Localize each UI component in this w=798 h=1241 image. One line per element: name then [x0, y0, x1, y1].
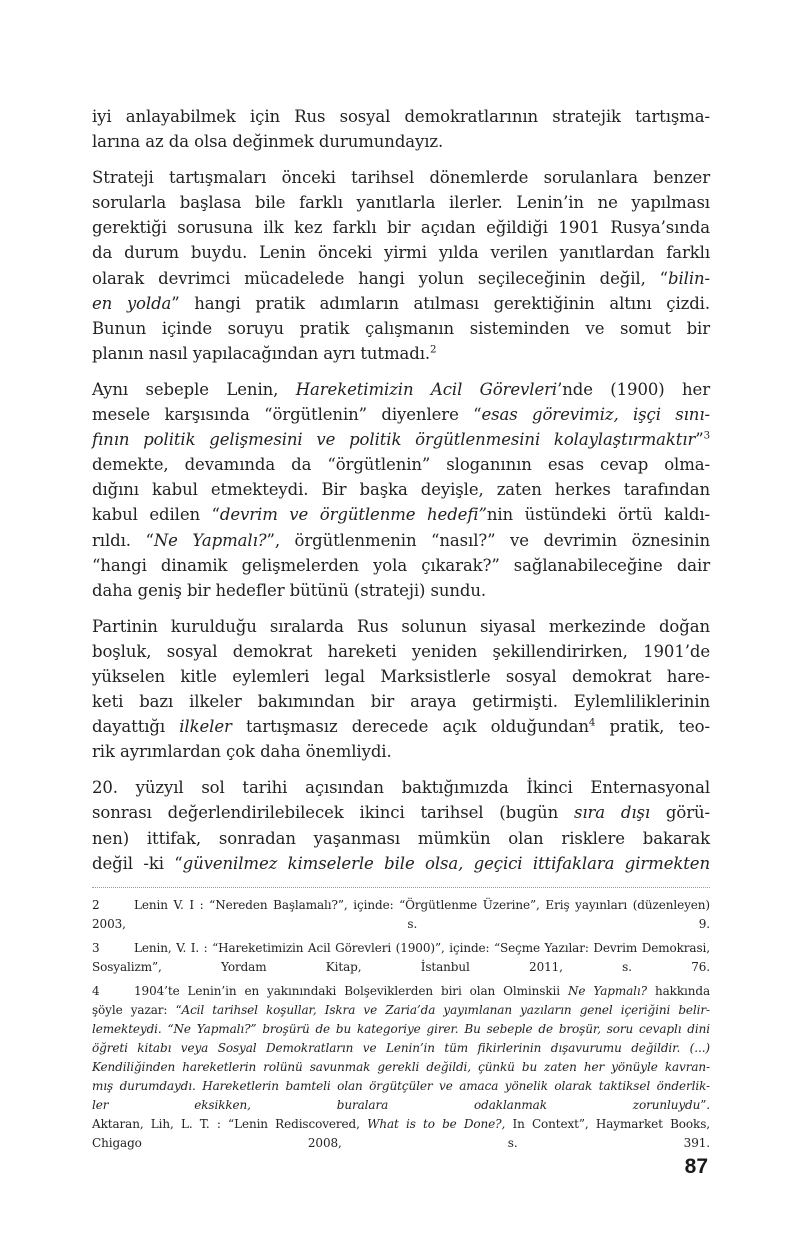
footnote-2: 2 Lenin V. I : “Nereden Başlamalı?”, içinde: “Örgütlenme Üzerine”, Eriş yayınları (düzenleyen) 2003, s. 9. — [92, 897, 710, 931]
paragraph-5: 20. yüzyıl sol tarihi açısından baktığımızda İkinci Enternasyonal sonrası değerlendirilebilecek ikinci tarihsel (bugün sıra dışı görü- nen) ittifak, sonradan yaşanması mümkün olan risklere bakarak değil -ki “güvenilmez kimselerle bile olsa, geçici ittifaklara girmekten — [92, 778, 710, 873]
body-text — [92, 104, 710, 876]
paragraph-3: Aynı sebeple Lenin, Hareketimizin Acil Görevleri’nde (1900) her mesele karşısında “örgütlenin” diyenlere “esas görevimiz, işçi sını- fının politik gelişmesini ve politik örgütlenmesini kolaylaştırmaktır”$^3$ demekte, devamında da “örgütlenin” sloganının esas cevap olma- dığını kabul etmekteydi. Bir başka deyişle, zaten herkes tarafından kabul edilen “devrim ve örgütlenme hedefi”nin üstündeki örtü kaldı- rıldı. “Ne Yapmalı?”, örgütlenmenin “nasıl?” ve devrimin öznesinin “hangi dinamik gelişmelerden yola çıkarak?” sağlanabileceğine dair daha geniş bir hedefler bütünü (strateji) sundu. — [92, 379, 710, 600]
page-number: 87 — [684, 1155, 708, 1178]
paragraph-2: Strateji tartışmaları önceki tarihsel dönemlerde sorulanlara benzer sorularla başlasa bile farklı yanıtlarla ilerler. Lenin’in ne yapılması gerektiği sorusuna ilk kez farklı bir açıdan eğildiği 1901 Rusya’sında da durum buydu. Lenin önceki yirmi yılda verilen yanıtlardan farklı olarak devrimci mücadelede hangi yolun seçileceğinin değil, “bilin- en yolda” hangi pratik adımların atılması gerektiğinin altını çizdi. Bunun içinde soruyu pratik çalışmanın sisteminden ve somut bir planın nasıl yapılacağından ayrı tutmadı.$^2$ — [92, 168, 710, 363]
text-block — [92, 104, 710, 1158]
footnote-separator — [92, 887, 710, 888]
paragraph-4: Partinin kurulduğu sıralarda Rus solunun siyasal merkezinde doğan boşluk, sosyal demokrat hareketi yeniden şekillendirirken, 1901’de yükselen kitle eylemleri legal Marksistlerle sosyal demokrat hare- keti bazı ilkeler bakımından bir araya getirmişti. Eylemliliklerinin dayattığı ilkeler tartışmasız derecede açık olduğundan$^4$ pratik, teo- rik ayrımlardan çok daha önemliydi. — [92, 616, 710, 762]
footnote-4: 4 1904’te Lenin’in en yakınındaki Bolşeviklerden biri olan Olminskii Ne Yapmalı? hakkında şöyle yazar: “Acil tarihsel koşullar, Iskra ve Zaria’da yayımlanan yazıların genel içeriğini belir- lemekteydi. “Ne Yapmalı?” broşürü de bu kategoriye girer. Bu sebeple de broşür, soru cevaplı dini öğreti kitabı veya Sosyal Demokratların ve Lenin’in tüm fikirlerinin dışavurumu değildir. (...) Kendiliğinden hareketlerin rolünü savunmak gerekli değildi, çünkü bu zaten her yönüyle kavran- mış durumdaydı. Hareketlerin bamteli olan örgütçüler ve amaca yönelik olarak taktiksel önderlik- ler eksikken, buralara odaklanmak zorunluydu”. Aktaran, Lih, L. T. : “Lenin Rediscovered, What is to be Done?, In Context”, Haymarket Books, Chigago 2008, s. 391. — [92, 983, 710, 1150]
paragraph-1: iyi anlayabilmek için Rus sosyal demokratlarının stratejik tartışma- larına az da olsa değinmek durumundayız. — [92, 107, 710, 152]
footnote-3: 3 Lenin, V. I. : “Hareketimizin Acil Görevleri (1900)”, içinde: “Seçme Yazılar: Devrim Demokrasi, Sosyalizm”, Yordam Kitap, İstanbul 2011, s. 76. — [92, 940, 710, 974]
footnotes — [92, 896, 710, 1153]
